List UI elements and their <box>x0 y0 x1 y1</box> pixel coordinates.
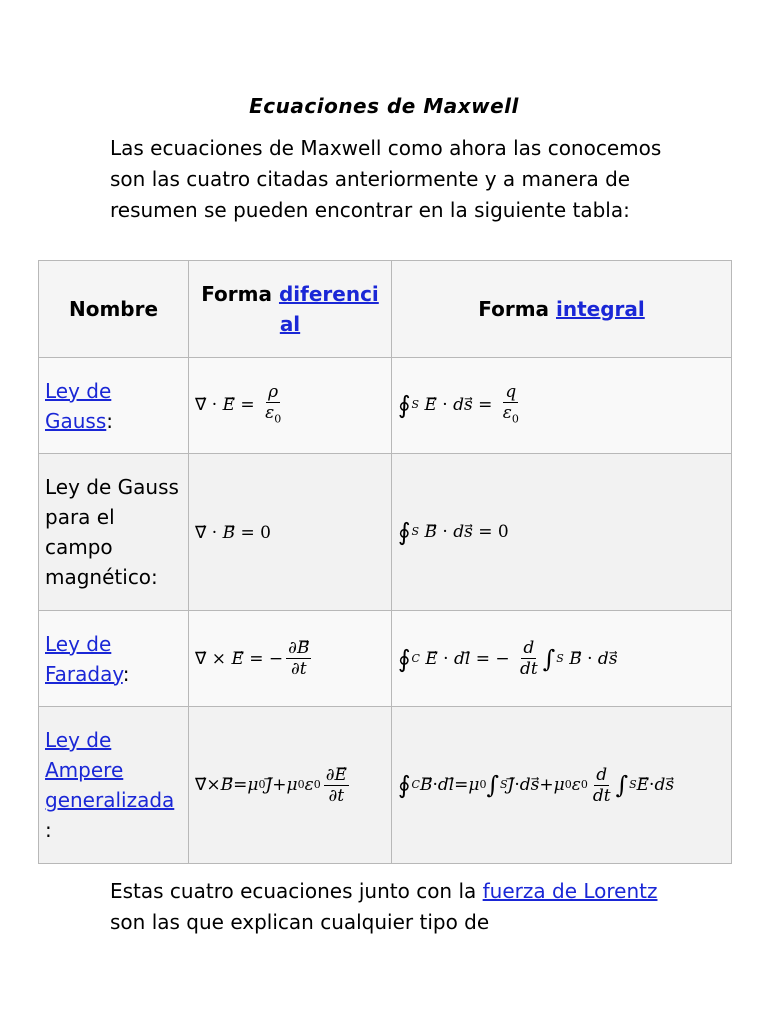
link-fuerza-de-lorentz[interactable]: fuerza de Lorentz <box>482 879 658 903</box>
formula-gauss-integral: ∮ S E ⃗ · d s ⃗ = $\frac{q}{\varepsilon_0}$ <box>398 381 519 426</box>
formula-differential <box>189 454 392 611</box>
page-title: Ecuaciones de Maxwell <box>249 94 519 118</box>
header-nombre: Nombre <box>39 261 189 358</box>
formula-integral <box>392 358 732 454</box>
table-row <box>39 358 732 454</box>
name-suffix: : <box>106 408 114 433</box>
formula-gauss-magnetic-integral: ∮ S B ⃗ · d s ⃗ = 0 <box>398 517 509 546</box>
formula-faraday-integral: ∮ C E ⃗ · d l ⃗ = − $\frac{d}{dt}$ ∫ S B ⃗ · d s <box>398 638 618 679</box>
formula-gauss-magnetic-differential: ∇⃗ · B ⃗ = 0 <box>195 523 271 543</box>
formula-differential <box>189 358 392 454</box>
header-diff-prefix: Forma <box>201 282 279 306</box>
formula-differential <box>189 707 392 864</box>
formula-integral <box>392 707 732 864</box>
name-suffix: : <box>122 661 130 686</box>
outro-prefix: Estas cuatro ecuaciones junto con la <box>110 879 483 903</box>
formula-ampere-differential: ∇⃗× B ⃗= μ 0 J ⃗+ μ 0 ε 0 $\frac{\partial E}{\partial t}$ <box>195 764 347 806</box>
row-name <box>39 358 189 454</box>
maxwell-equations-table <box>38 260 732 864</box>
link-diferencial[interactable]: diferencial <box>278 282 379 336</box>
intro-paragraph: Las ecuaciones de Maxwell como ahora las conocemos son las cuatro citadas anteriormente y a manera de resumen se pueden encontrar en la siguiente tabla: <box>110 136 662 222</box>
link-ley-de-gauss[interactable]: Ley de Gauss <box>45 378 112 433</box>
header-forma-integral <box>392 261 732 358</box>
link-ley-de-ampere[interactable]: Ley de Ampere generalizada <box>45 728 175 812</box>
formula-ampere-integral: ∮ C B ⃗· d l ⃗= μ 0 ∫ S J ⃗· d s ⃗+ μ 0 ε 0 $\frac{d}{dt}$ ∫ S E ⃗· d s <box>398 764 675 806</box>
row-name <box>39 707 189 864</box>
header-int-prefix: Forma <box>478 297 556 321</box>
formula-integral <box>392 454 732 611</box>
row-name <box>39 611 189 707</box>
table-row <box>39 611 732 707</box>
header-forma-diferencial <box>189 261 392 358</box>
name-suffix: : <box>45 818 52 842</box>
formula-gauss-differential: ∇⃗ · E ⃗ = $\frac{\rho}{\varepsilon_0}$ <box>195 381 282 426</box>
formula-integral <box>392 611 732 707</box>
table-row <box>39 707 732 864</box>
formula-differential <box>189 611 392 707</box>
table-header-row <box>39 261 732 358</box>
formula-faraday-differential: ∇⃗ × E ⃗ = − $\frac{\partial B}{\partial t}$ <box>195 638 310 679</box>
table-row <box>39 454 732 611</box>
link-ley-de-faraday[interactable]: Ley de Faraday <box>45 631 123 686</box>
outro-suffix: son las que explican cualquier tipo de <box>110 910 490 934</box>
outro-paragraph <box>110 876 690 938</box>
row-name: Ley de Gauss para el campo magnético: <box>39 454 189 611</box>
link-integral[interactable]: integral <box>556 297 645 321</box>
